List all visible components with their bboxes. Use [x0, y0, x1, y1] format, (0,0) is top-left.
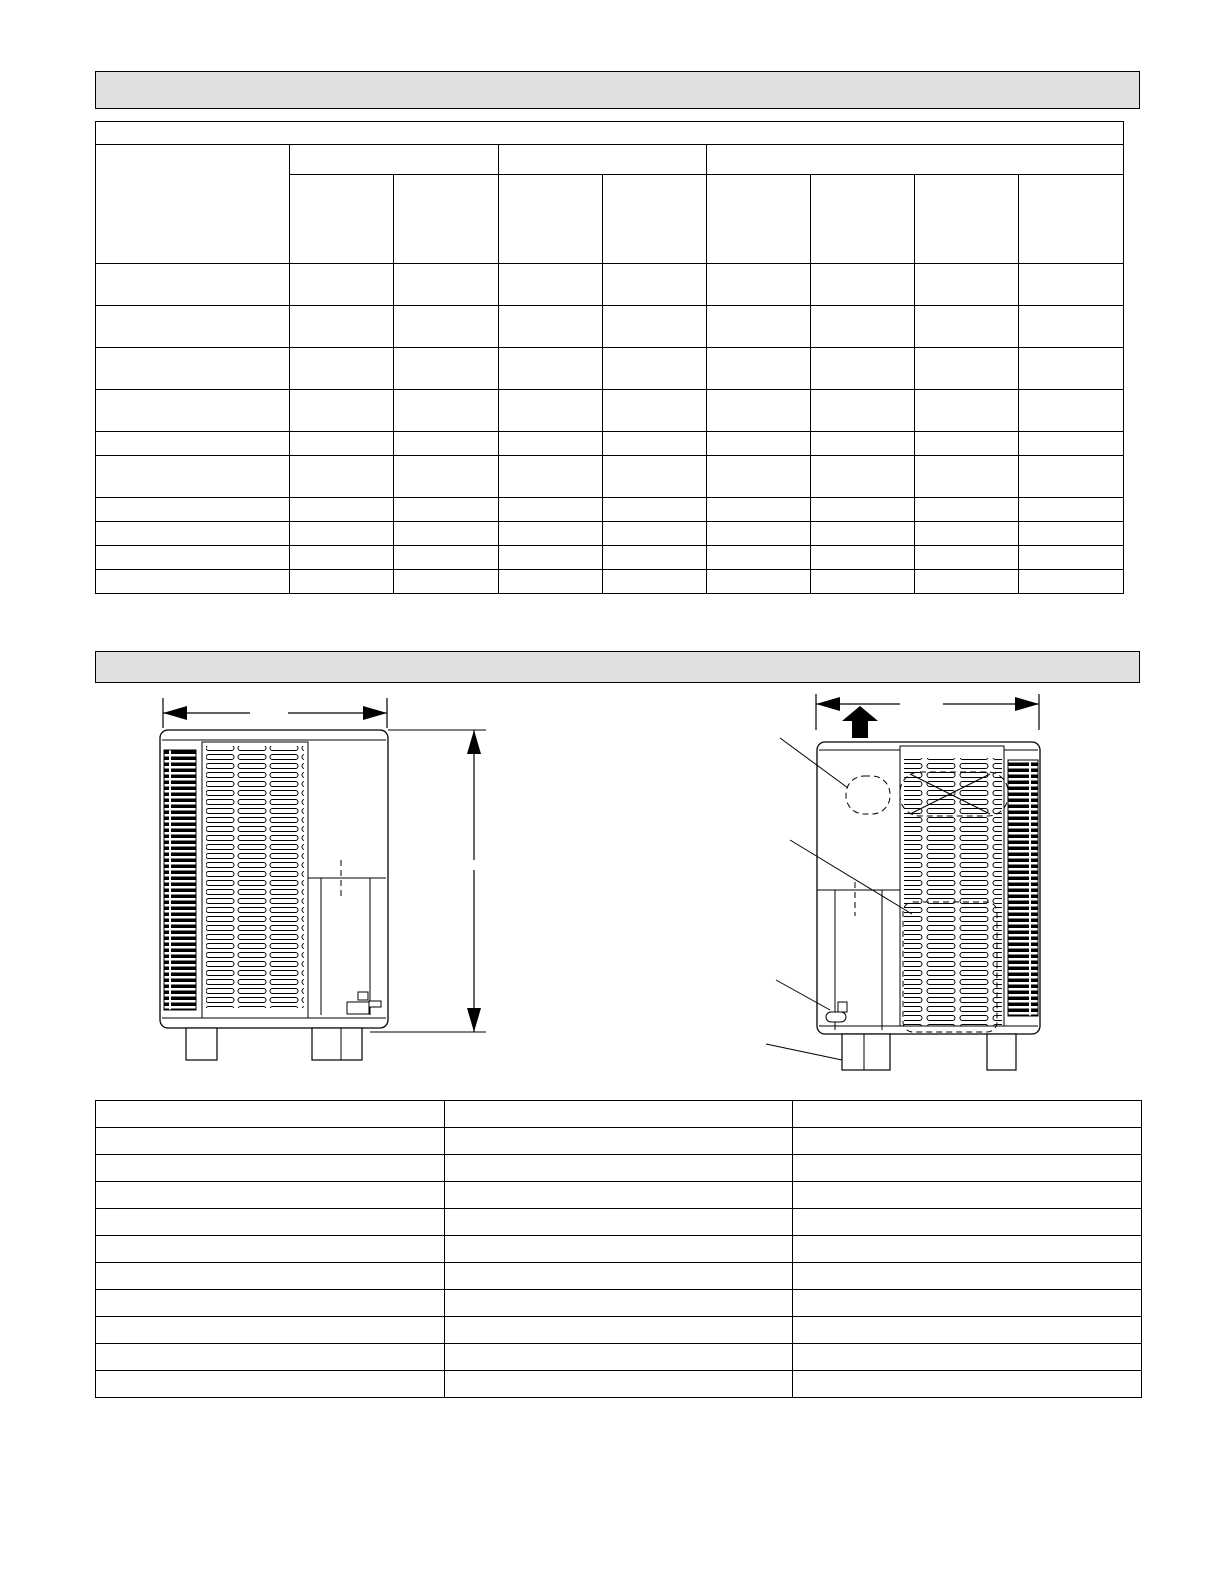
- dimensions-table-row: [96, 1101, 1142, 1128]
- spec-table-cell: [603, 348, 707, 390]
- spec-table-cell: [1019, 522, 1124, 546]
- dimensions-table-cell: [445, 1209, 793, 1236]
- spec-table-cell: [707, 306, 811, 348]
- spec-table-cell: [811, 570, 915, 594]
- dimensions-table-cell: [96, 1155, 445, 1182]
- spec-table-cell: [707, 522, 811, 546]
- dimensions-table-cell: [793, 1290, 1142, 1317]
- dimensions-table-cell: [445, 1344, 793, 1371]
- unit-rear-view-drawing: [760, 690, 1060, 1080]
- spec-table-cell: [915, 498, 1019, 522]
- dimensions-table-cell: [445, 1101, 793, 1128]
- spec-group-header: [290, 145, 499, 175]
- dimensions-table-cell: [96, 1236, 445, 1263]
- spec-table-cell: [603, 570, 707, 594]
- spec-table-cell: [499, 522, 603, 546]
- spec-title-row: [96, 122, 1124, 145]
- spec-table-cell: [1019, 390, 1124, 432]
- dimensions-table-row: [96, 1317, 1142, 1344]
- spec-table-cell: [811, 264, 915, 306]
- specifications-section-bar: [95, 71, 1140, 109]
- spec-row-label: [96, 456, 290, 498]
- spec-table-cell: [603, 306, 707, 348]
- spec-table-row: [96, 348, 1124, 390]
- spec-table-cell: [707, 390, 811, 432]
- spec-table-cell: [603, 390, 707, 432]
- spec-table-cell: [499, 390, 603, 432]
- spec-table-cell: [1019, 264, 1124, 306]
- dimensions-table-row: [96, 1371, 1142, 1398]
- spec-table-cell: [290, 264, 394, 306]
- spec-corner-cell: [96, 145, 290, 264]
- spec-group-header-row: [96, 145, 1124, 175]
- dimensions-table-cell: [793, 1263, 1142, 1290]
- spec-row-label: [96, 306, 290, 348]
- spec-table-cell: [394, 546, 499, 570]
- dimensions-table-row: [96, 1263, 1142, 1290]
- dimensions-table-row: [96, 1290, 1142, 1317]
- spec-table-cell: [915, 264, 1019, 306]
- spec-table-cell: [915, 546, 1019, 570]
- spec-row-label: [96, 522, 290, 546]
- spec-row-label: [96, 570, 290, 594]
- spec-table-cell: [811, 456, 915, 498]
- spec-table-cell: [499, 264, 603, 306]
- spec-table-cell: [394, 522, 499, 546]
- dimensions-table-cell: [96, 1209, 445, 1236]
- spec-table-cell: [707, 432, 811, 456]
- dimensions-table-cell: [96, 1128, 445, 1155]
- dimensions-table-cell: [445, 1128, 793, 1155]
- spec-table-cell: [290, 546, 394, 570]
- spec-table-cell: [394, 570, 499, 594]
- dimensions-table-cell: [96, 1101, 445, 1128]
- dimensions-table-cell: [793, 1101, 1142, 1128]
- specifications-table: [95, 121, 1124, 594]
- spec-table-cell: [915, 522, 1019, 546]
- dimensions-table-row: [96, 1182, 1142, 1209]
- dimensions-table-cell: [793, 1317, 1142, 1344]
- dimensions-table-cell: [793, 1182, 1142, 1209]
- dimensions-table-cell: [96, 1182, 445, 1209]
- spec-row-label: [96, 498, 290, 522]
- spec-row-label: [96, 546, 290, 570]
- dimensions-table-row: [96, 1128, 1142, 1155]
- spec-table-cell: [707, 264, 811, 306]
- spec-table-cell: [811, 432, 915, 456]
- spec-table-cell: [915, 348, 1019, 390]
- spec-table-row: [96, 306, 1124, 348]
- spec-table-cell: [915, 432, 1019, 456]
- spec-table-cell: [1019, 498, 1124, 522]
- spec-table-row: [96, 456, 1124, 498]
- spec-table-cell: [811, 306, 915, 348]
- dimensions-table-row: [96, 1209, 1142, 1236]
- spec-table-row: [96, 546, 1124, 570]
- spec-row-label: [96, 348, 290, 390]
- spec-table-title: [96, 122, 1124, 145]
- spec-table-cell: [707, 348, 811, 390]
- dimensions-table-cell: [96, 1263, 445, 1290]
- spec-table-cell: [811, 546, 915, 570]
- airflow-up-arrow-icon: [842, 706, 878, 738]
- spec-table-cell: [915, 456, 1019, 498]
- dimensions-table-cell: [793, 1344, 1142, 1371]
- spec-table-cell: [290, 522, 394, 546]
- spec-table-cell: [290, 498, 394, 522]
- spec-sub-header: [1019, 175, 1124, 264]
- spec-table-cell: [603, 432, 707, 456]
- spec-table-cell: [394, 348, 499, 390]
- spec-table-cell: [603, 456, 707, 498]
- spec-table-cell: [394, 306, 499, 348]
- dimensions-table-cell: [793, 1236, 1142, 1263]
- spec-table-cell: [394, 456, 499, 498]
- spec-table-cell: [603, 264, 707, 306]
- spec-table-cell: [811, 390, 915, 432]
- dimensions-table-row: [96, 1236, 1142, 1263]
- spec-table-cell: [707, 546, 811, 570]
- dimensions-table-cell: [445, 1371, 793, 1398]
- spec-sub-header: [915, 175, 1019, 264]
- spec-table-cell: [290, 348, 394, 390]
- spec-sub-header: [290, 175, 394, 264]
- spec-row-label: [96, 264, 290, 306]
- spec-table-cell: [811, 498, 915, 522]
- dimensions-table-cell: [793, 1155, 1142, 1182]
- spec-table-row: [96, 522, 1124, 546]
- spec-table-cell: [1019, 570, 1124, 594]
- dimensions-table-row: [96, 1344, 1142, 1371]
- dimensions-table-cell: [96, 1371, 445, 1398]
- spec-table-cell: [290, 432, 394, 456]
- dimensions-table-cell: [793, 1209, 1142, 1236]
- spec-group-header: [707, 145, 1124, 175]
- dimensions-table-cell: [793, 1128, 1142, 1155]
- spec-table-cell: [811, 522, 915, 546]
- dimensions-table-cell: [445, 1182, 793, 1209]
- spec-table-cell: [499, 306, 603, 348]
- spec-table-cell: [1019, 348, 1124, 390]
- spec-table-cell: [394, 432, 499, 456]
- spec-group-header: [499, 145, 707, 175]
- dimensions-section-bar: [95, 651, 1140, 683]
- dimensions-table-cell: [445, 1155, 793, 1182]
- spec-table-cell: [603, 498, 707, 522]
- spec-table-cell: [290, 390, 394, 432]
- dimensions-table-cell: [445, 1236, 793, 1263]
- dimensions-table-body: [96, 1101, 1142, 1398]
- dimensions-table-cell: [445, 1290, 793, 1317]
- dimensions-table: [95, 1100, 1142, 1398]
- dimensions-table-cell: [96, 1290, 445, 1317]
- unit-front-view-drawing: [140, 690, 520, 1070]
- spec-table-cell: [811, 348, 915, 390]
- dimensions-table-cell: [96, 1317, 445, 1344]
- spec-table-row: [96, 264, 1124, 306]
- spec-sub-header: [394, 175, 499, 264]
- spec-table-cell: [1019, 432, 1124, 456]
- spec-row-label: [96, 432, 290, 456]
- spec-table-cell: [1019, 546, 1124, 570]
- spec-table-cell: [707, 456, 811, 498]
- spec-sub-header: [499, 175, 603, 264]
- spec-table-cell: [394, 264, 499, 306]
- spec-table-cell: [915, 306, 1019, 348]
- spec-table-cell: [394, 498, 499, 522]
- spec-table-cell: [290, 306, 394, 348]
- spec-table-body: [96, 264, 1124, 594]
- dimensions-table-cell: [96, 1344, 445, 1371]
- dimensions-table-cell: [445, 1263, 793, 1290]
- spec-table-row: [96, 498, 1124, 522]
- spec-table-row: [96, 570, 1124, 594]
- spec-table-cell: [290, 456, 394, 498]
- spec-table-cell: [603, 522, 707, 546]
- dimensions-table-row: [96, 1155, 1142, 1182]
- spec-table-cell: [1019, 306, 1124, 348]
- spec-sub-header: [811, 175, 915, 264]
- spec-sub-header: [603, 175, 707, 264]
- spec-table-cell: [290, 570, 394, 594]
- spec-table-cell: [707, 570, 811, 594]
- spec-table-row: [96, 390, 1124, 432]
- dimensions-table-cell: [793, 1371, 1142, 1398]
- spec-table-cell: [499, 432, 603, 456]
- spec-table-cell: [915, 390, 1019, 432]
- spec-table-cell: [499, 546, 603, 570]
- spec-table-cell: [499, 498, 603, 522]
- spec-table-cell: [499, 456, 603, 498]
- spec-table-cell: [915, 570, 1019, 594]
- spec-sub-header: [707, 175, 811, 264]
- spec-table-cell: [1019, 456, 1124, 498]
- spec-table-cell: [394, 390, 499, 432]
- spec-row-label: [96, 390, 290, 432]
- spec-table-cell: [707, 498, 811, 522]
- spec-table-cell: [499, 570, 603, 594]
- spec-table-cell: [499, 348, 603, 390]
- spec-table-row: [96, 432, 1124, 456]
- spec-table-cell: [603, 546, 707, 570]
- dimensions-table-cell: [445, 1317, 793, 1344]
